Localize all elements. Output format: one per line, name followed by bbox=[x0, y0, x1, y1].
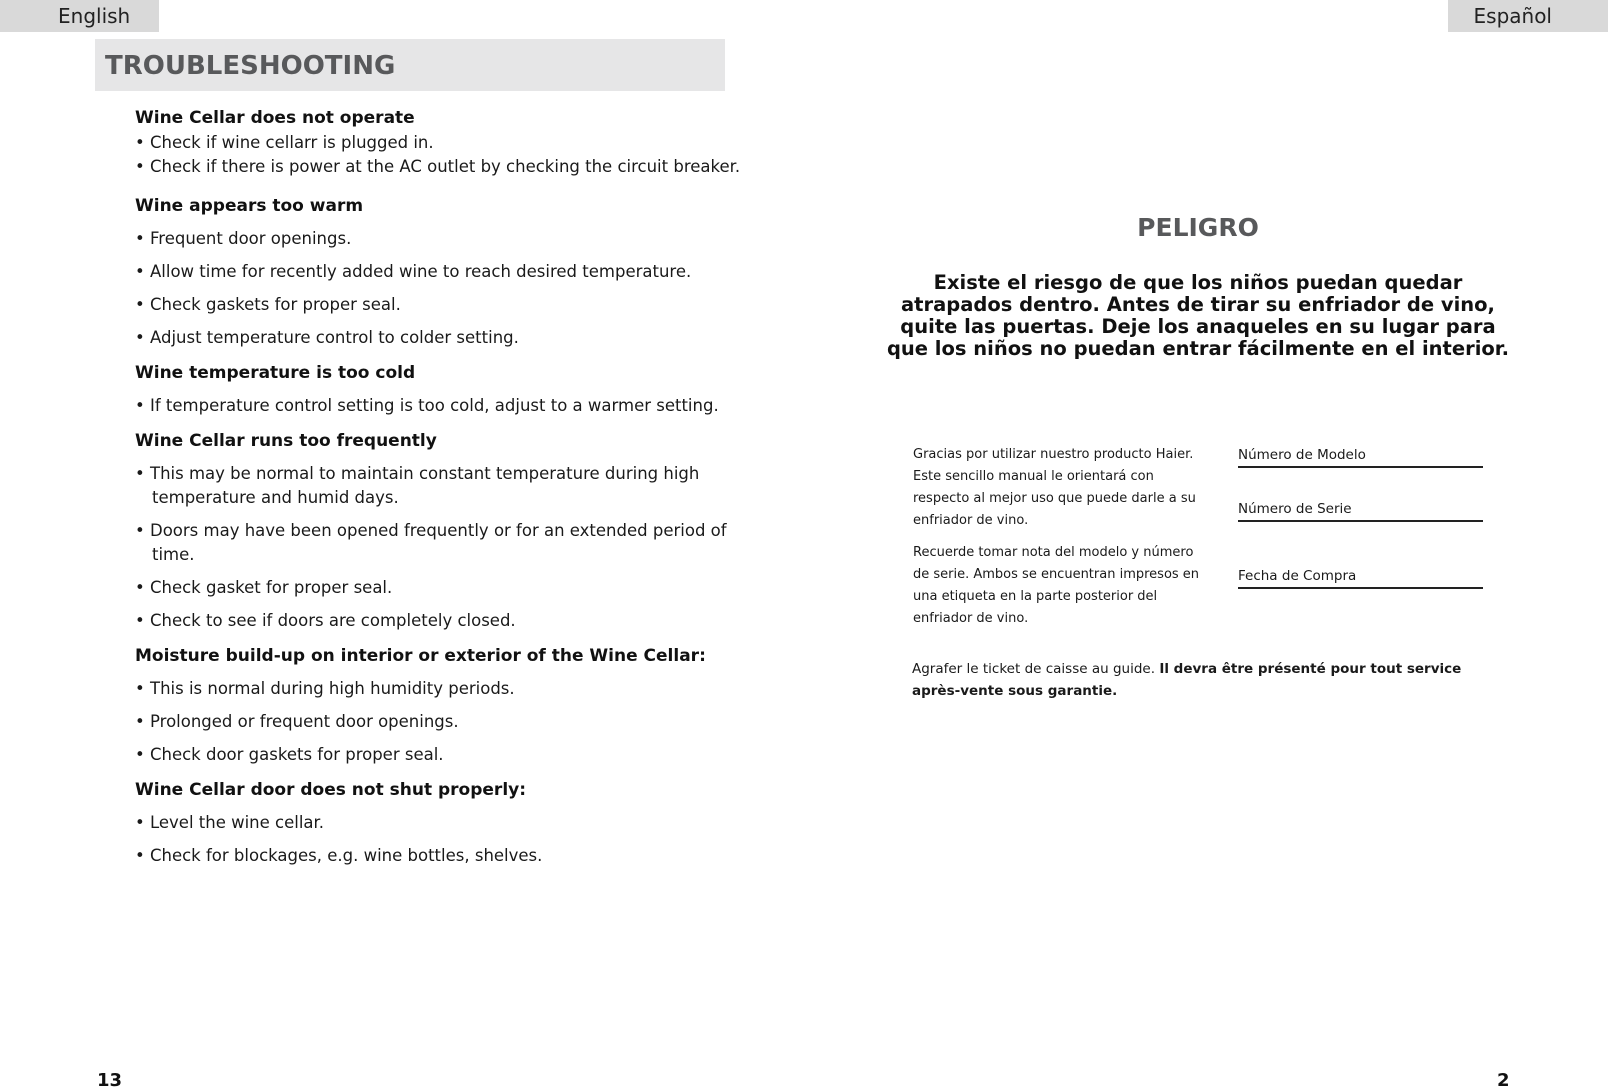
bullet-list bbox=[135, 677, 765, 767]
section-title: Wine Cellar door does not shut properly: bbox=[135, 780, 527, 800]
list-item: • Check to see if doors are completely closed. bbox=[135, 609, 755, 633]
bullet-list bbox=[135, 131, 765, 179]
receipt-note-normal: Agrafer le ticket de caisse au guide. bbox=[912, 661, 1156, 677]
section-title: Moisture build-up on interior or exterior of the Wine Cellar: bbox=[135, 646, 706, 666]
receipt-note bbox=[912, 658, 1472, 702]
section-title: Wine Cellar runs too frequently bbox=[135, 431, 437, 451]
section-runs-frequently bbox=[135, 428, 765, 633]
list-item: • Level the wine cellar. bbox=[135, 811, 765, 835]
model-number-field: Número de Modelo bbox=[1238, 444, 1483, 468]
list-item: • If temperature control setting is too cold, adjust to a warmer setting. bbox=[135, 394, 765, 418]
list-item: • Prolonged or frequent door openings. bbox=[135, 710, 765, 734]
intro-paragraph: Gracias por utilizar nuestro producto Haier. Este sencillo manual le orientará con respecto al mejor uso que puede darle a su enfriador de vino. bbox=[913, 447, 1196, 528]
purchase-date-field: Fecha de Compra bbox=[1238, 565, 1483, 589]
list-item: • Check if wine cellarr is plugged in. bbox=[135, 131, 765, 155]
list-item: • Check if there is power at the AC outlet by checking the circuit breaker. bbox=[135, 155, 765, 179]
list-item: • Frequent door openings. bbox=[135, 227, 765, 251]
section-moisture bbox=[135, 643, 765, 767]
list-item: • Check door gaskets for proper seal. bbox=[135, 743, 765, 767]
page-number-left: 13 bbox=[97, 1070, 123, 1091]
section-does-not-operate bbox=[135, 105, 765, 179]
list-item: • Check gaskets for proper seal. bbox=[135, 293, 765, 317]
troubleshooting-content bbox=[135, 105, 765, 868]
list-item: • This may be normal to maintain constant temperature during high temperature and humid days. bbox=[135, 462, 755, 510]
list-item: • Doors may have been opened frequently or for an extended period of time. bbox=[135, 519, 755, 567]
list-item: • Adjust temperature control to colder setting. bbox=[135, 326, 765, 350]
serial-number-field: Número de Serie bbox=[1238, 498, 1483, 522]
intro-paragraph: Recuerde tomar nota del modelo y número de serie. Ambos se encuentran impresos en una etiqueta en la parte posterior del enfriador de vino. bbox=[913, 545, 1200, 626]
bullet-list bbox=[135, 394, 765, 418]
peligro-warning-text: Existe el riesgo de que los niños puedan quedar atrapados dentro. Antes de tirar su enfriador de vino, quite las puertas. Deje los anaqueles en su lugar para que los niños no puedan entrar fácilmente en el interior. bbox=[886, 271, 1510, 360]
receipt-note-bold: Il devra être présenté pour tout service après-vente sous garantie. bbox=[912, 661, 1462, 699]
peligro-title: PELIGRO bbox=[1137, 213, 1259, 242]
section-title: Wine temperature is too cold bbox=[135, 363, 416, 383]
troubleshooting-banner bbox=[95, 39, 725, 91]
intro-text bbox=[913, 444, 1213, 640]
list-item: • Allow time for recently added wine to reach desired temperature. bbox=[135, 260, 765, 284]
language-tab-espanol: Español bbox=[1448, 0, 1608, 32]
page-number-right: 2 bbox=[1497, 1070, 1510, 1091]
bullet-list bbox=[135, 462, 755, 633]
bullet-list bbox=[135, 811, 765, 868]
language-tab-english: English bbox=[0, 0, 159, 32]
section-title: Wine appears too warm bbox=[135, 196, 364, 216]
list-item: • Check for blockages, e.g. wine bottles, shelves. bbox=[135, 844, 765, 868]
list-item: • This is normal during high humidity periods. bbox=[135, 677, 765, 701]
troubleshooting-title: TROUBLESHOOTING bbox=[105, 51, 396, 81]
bullet-list bbox=[135, 227, 765, 350]
section-title: Wine Cellar does not operate bbox=[135, 108, 415, 128]
section-too-cold bbox=[135, 360, 765, 418]
section-door-not-shut bbox=[135, 777, 765, 868]
section-too-warm bbox=[135, 193, 765, 350]
list-item: • Check gasket for proper seal. bbox=[135, 576, 755, 600]
